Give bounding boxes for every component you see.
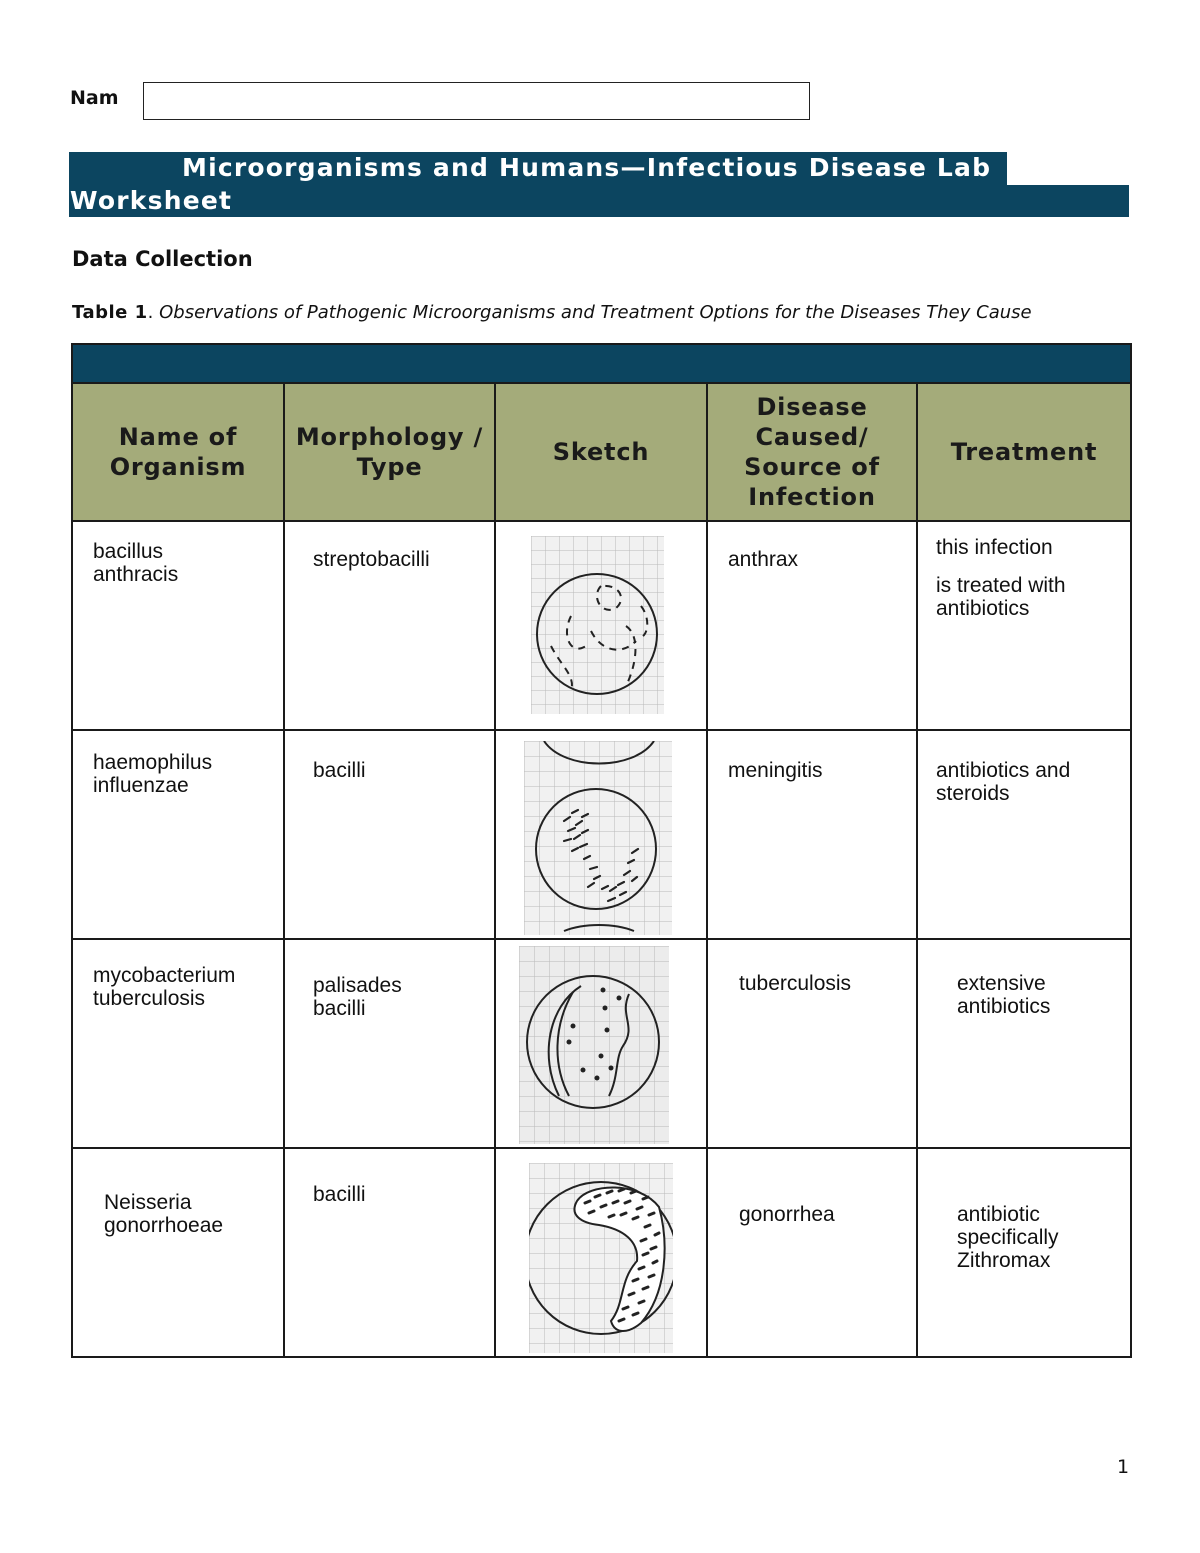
cell-disease: [707, 521, 917, 730]
table-caption: [72, 302, 1032, 323]
cell-name: [72, 1148, 284, 1357]
name-field[interactable]: [143, 82, 810, 120]
morphology-value: bacilli: [313, 759, 366, 782]
table-row: [72, 939, 1131, 1148]
cell-sketch: [495, 730, 707, 939]
cell-disease: [707, 939, 917, 1148]
table-header-band: [72, 344, 1131, 383]
treatment-value: antibiotic specifically Zithromax: [957, 1203, 1059, 1272]
cell-sketch: [495, 1148, 707, 1357]
cell-morphology: [284, 730, 495, 939]
organism-name: bacillus anthracis: [93, 540, 179, 586]
cell-disease: [707, 1148, 917, 1357]
disease-value: gonorrhea: [739, 1203, 835, 1226]
column-header-disease: Disease Caused/ Source of Infection: [707, 383, 917, 521]
table-row: [72, 1148, 1131, 1357]
cell-name: [72, 521, 284, 730]
cell-disease: [707, 730, 917, 939]
cell-sketch: [495, 939, 707, 1148]
treatment-value: extensive antibiotics: [957, 972, 1051, 1018]
haemophilus-sketch: [524, 741, 672, 935]
cell-treatment: [917, 1148, 1131, 1357]
worksheet-title-line1: Microorganisms and Humans—Infectious Disease Lab: [182, 153, 992, 182]
cell-morphology: [284, 1148, 495, 1357]
column-header-sketch: Sketch: [495, 383, 707, 521]
page-number: 1: [1117, 1456, 1130, 1478]
mycobacterium-sketch: [519, 946, 669, 1144]
treatment-value: this infection: [936, 536, 1053, 559]
observations-table: [71, 343, 1132, 1358]
caption-text: Observations of Pathogenic Microorganisms and Treatment Options for the Diseases They Cause: [159, 302, 1032, 323]
neisseria-sketch: [529, 1163, 673, 1353]
column-header-treatment: Treatment: [917, 383, 1131, 521]
cell-sketch: [495, 521, 707, 730]
disease-value: meningitis: [728, 759, 823, 782]
table-row: [72, 730, 1131, 939]
column-header-morphology: Morphology / Type: [284, 383, 495, 521]
column-header-name: Name of Organism: [72, 383, 284, 521]
worksheet-title-line2: Worksheet: [70, 186, 233, 215]
treatment-value: antibiotics and steroids: [936, 759, 1071, 805]
name-label: Nam: [70, 87, 119, 109]
disease-value: tuberculosis: [739, 972, 852, 995]
treatment-value-continued: is treated with antibiotics: [936, 574, 1066, 620]
table-header-row: [72, 383, 1131, 521]
morphology-value: streptobacilli: [313, 548, 430, 571]
caption-label: Table 1: [72, 302, 148, 323]
organism-name: Neisseria gonorrhoeae: [104, 1191, 224, 1237]
cell-morphology: [284, 939, 495, 1148]
organism-name: haemophilus influenzae: [93, 751, 213, 797]
organism-name: mycobacterium tuberculosis: [93, 964, 236, 1010]
morphology-value: palisades bacilli: [313, 974, 402, 1020]
disease-value: anthrax: [728, 548, 799, 571]
morphology-value: bacilli: [313, 1183, 366, 1206]
cell-name: [72, 939, 284, 1148]
streptobacilli-sketch: [531, 536, 664, 714]
cell-treatment: [917, 730, 1131, 939]
cell-treatment: [917, 521, 1131, 730]
cell-morphology: [284, 521, 495, 730]
section-heading: Data Collection: [72, 247, 253, 271]
table-row: [72, 521, 1131, 730]
cell-treatment: [917, 939, 1131, 1148]
caption-separator: .: [147, 302, 160, 323]
cell-name: [72, 730, 284, 939]
